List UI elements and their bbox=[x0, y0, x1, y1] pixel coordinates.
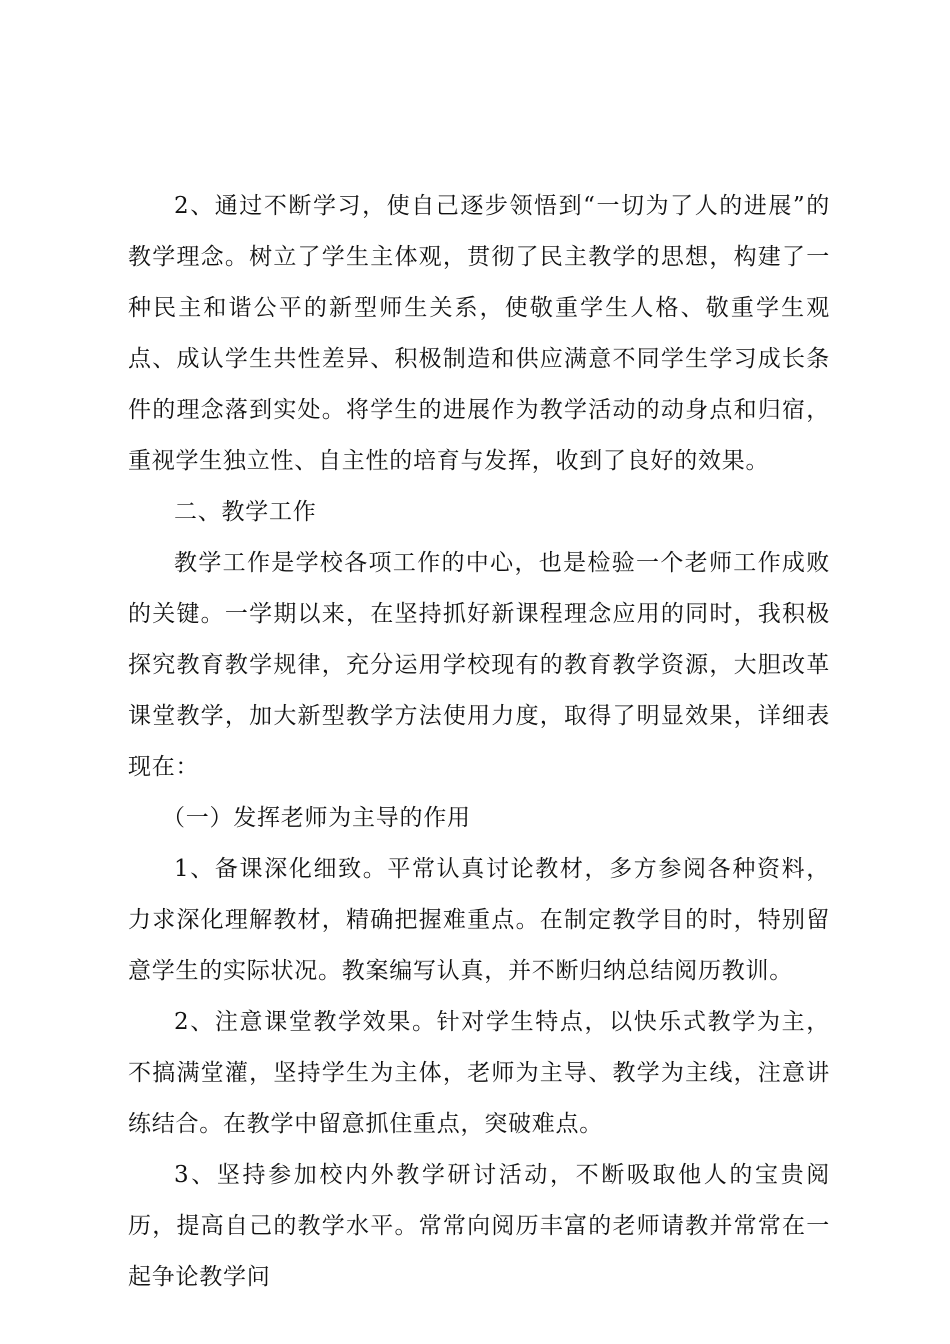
document-body bbox=[128, 181, 830, 1303]
paragraph-teaching-philosophy: 2、通过不断学习，使自己逐步领悟到“一切为了人的进展”的教学理念。树立了学生主体观，贯彻了民主教学的思想，构建了一种民主和谐公平的新型师生关系，使敬重学生人格、敬重学生观点、成认学生共性差异、积极制造和供应满意不同学生学习成长条件的理念落到实处。将学生的进展作为教学活动的动身点和归宿，重视学生独立性、自主性的培育与发挥，收到了良好的效果。 bbox=[128, 193, 830, 474]
section-heading-teaching-work: 二、教学工作 bbox=[174, 499, 317, 525]
paragraph-classroom-effect: 2、注意课堂教学效果。针对学生特点，以快乐式教学为主，不搞满堂灌，坚持学生为主体，老师为主导、教学为主线，注意讲练结合。在教学中留意抓住重点，突破难点。 bbox=[128, 1009, 830, 1137]
paragraph-teaching-work-intro: 教学工作是学校各项工作的中心，也是检验一个老师工作成败的关键。一学期以来，在坚持抓好新课程理念应用的同时，我积极探究教育教学规律，充分运用学校现有的教育教学资源，大胆改革课堂教学，加大新型教学方法使用力度，取得了明显效果，详细表现在： bbox=[128, 550, 830, 780]
subsection-heading-teacher-role: （一）发挥老师为主导的作用 bbox=[162, 805, 471, 831]
paragraph-research-activities: 3、坚持参加校内外教学研讨活动，不断吸取他人的宝贵阅历，提高自己的教学水平。常常向阅历丰富的老师请教并常常在一起争论教学问 bbox=[128, 1162, 830, 1290]
paragraph-lesson-preparation: 1、备课深化细致。平常认真讨论教材，多方参阅各种资料，力求深化理解教材，精确把握难重点。在制定教学目的时，特别留意学生的实际状况。教案编写认真，并不断归纳总结阅历教训。 bbox=[128, 856, 830, 984]
